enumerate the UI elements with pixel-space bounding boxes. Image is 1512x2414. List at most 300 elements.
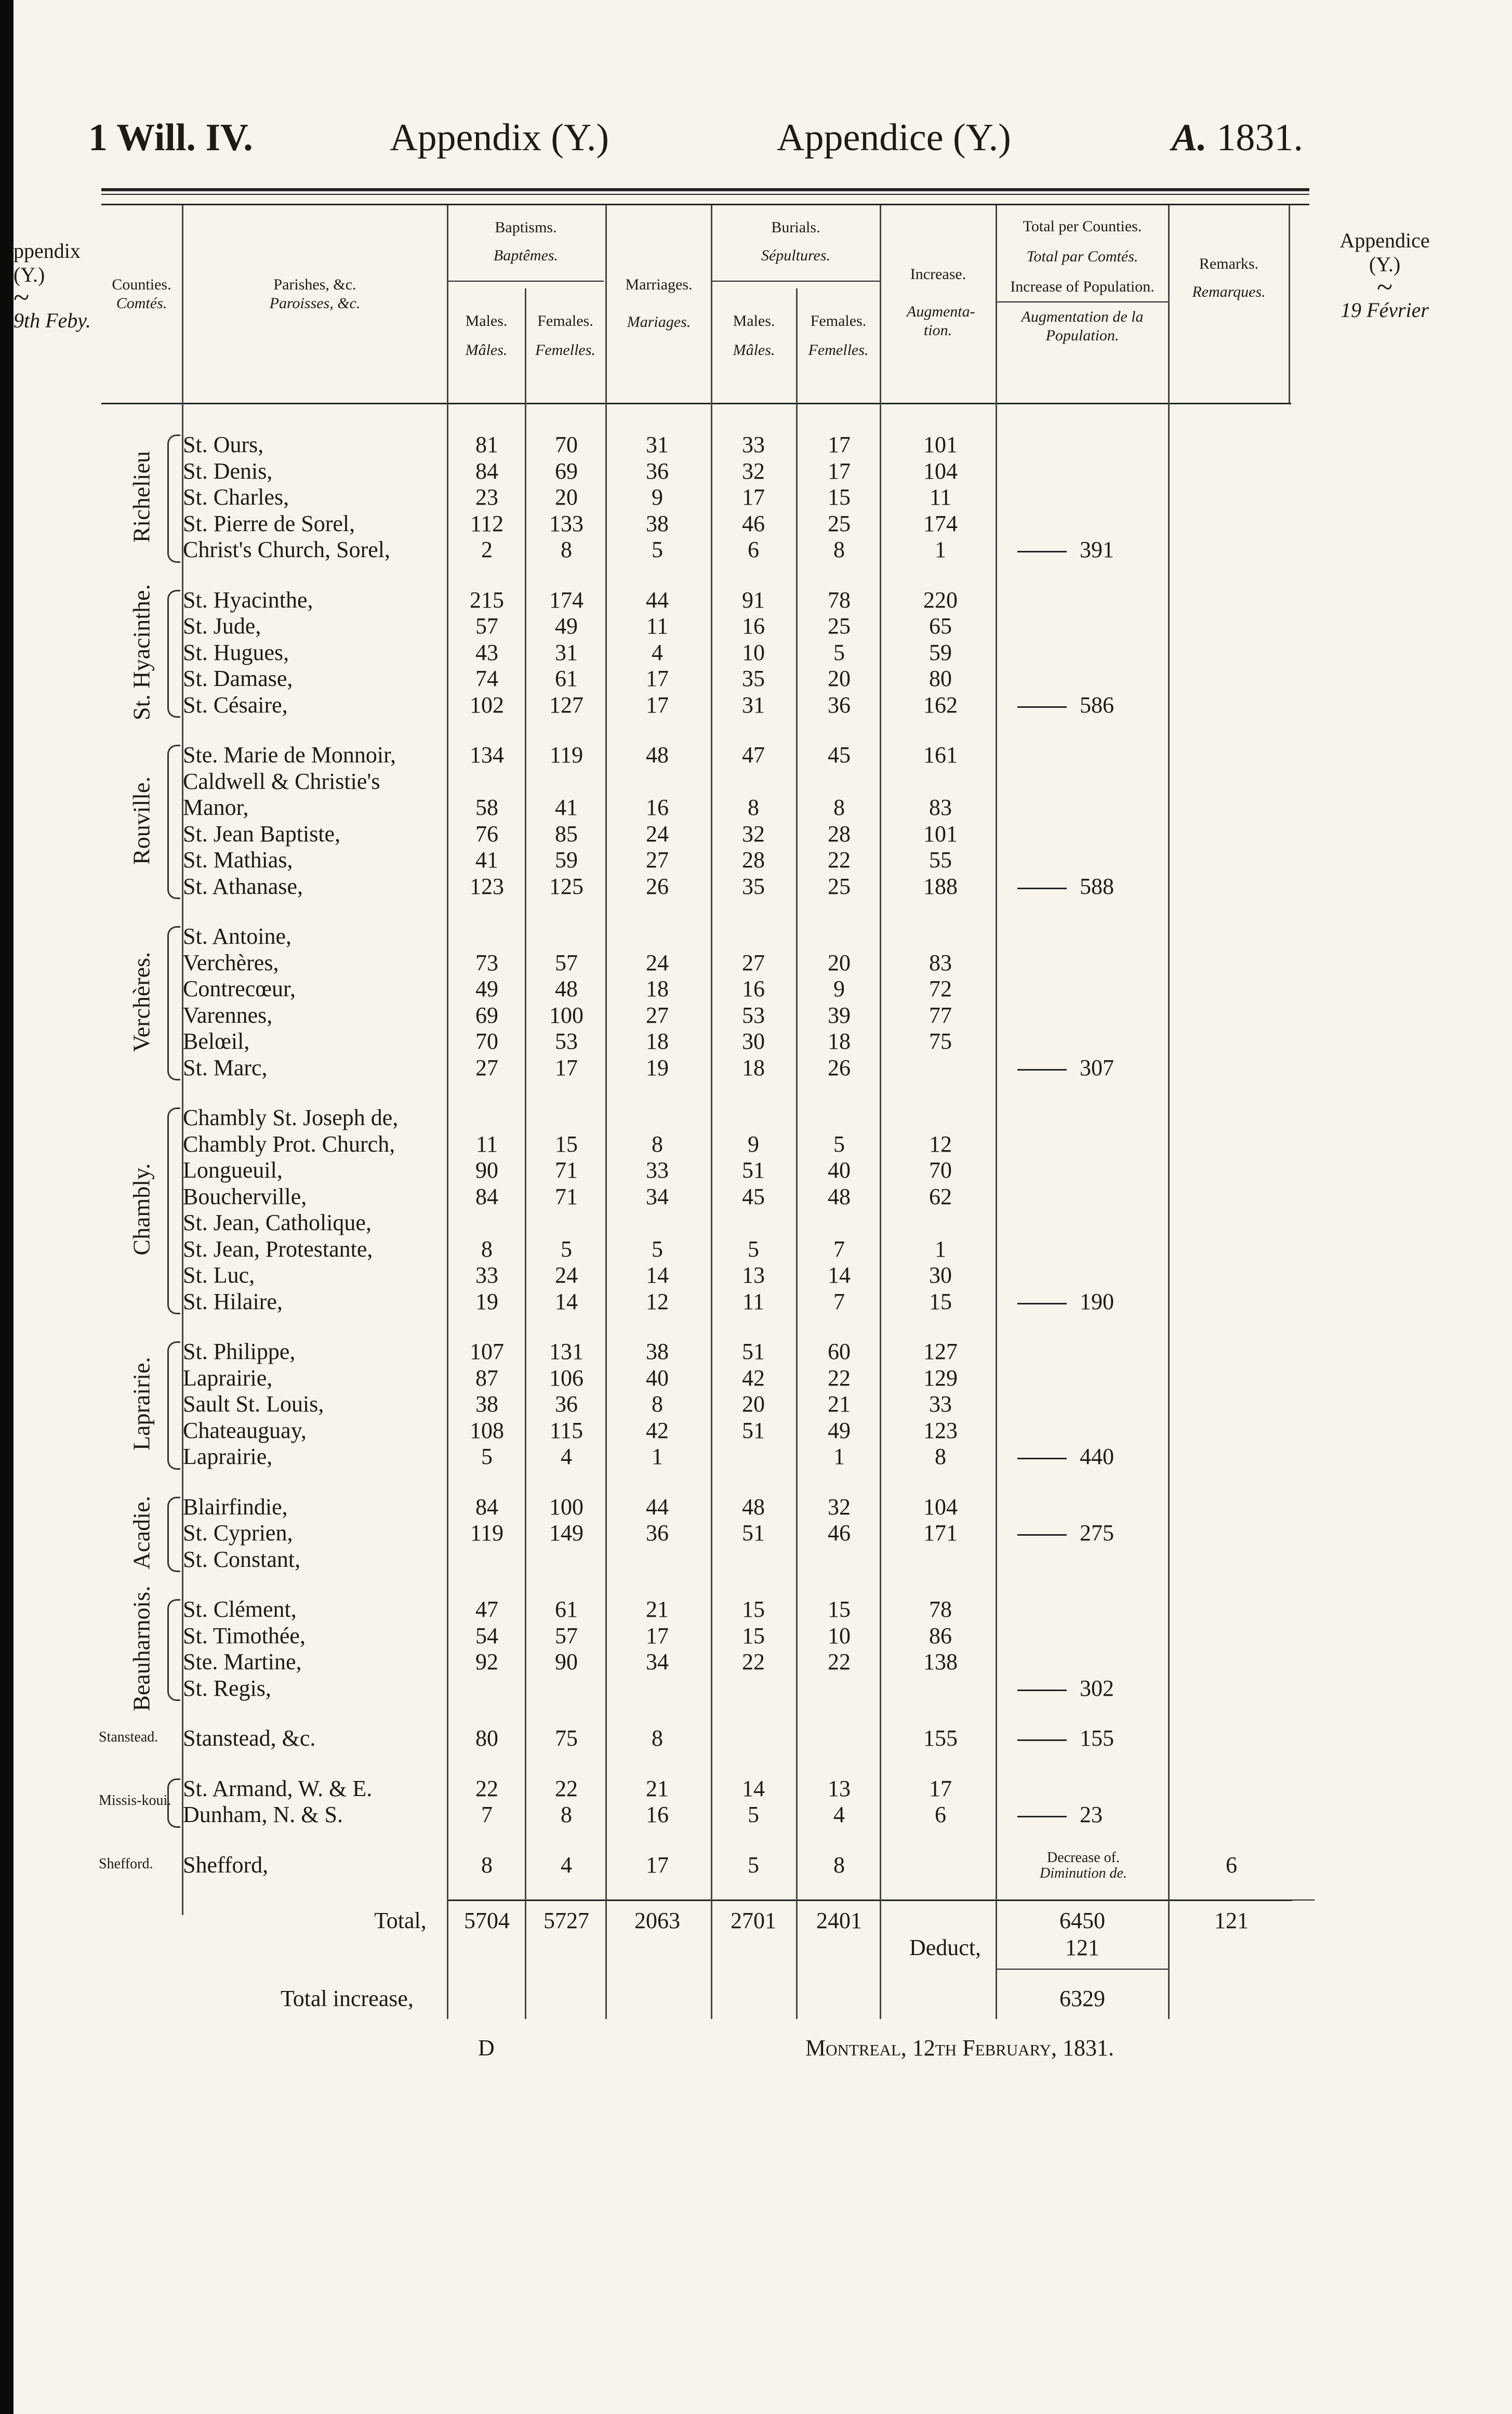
table-row bbox=[0, 1391, 1512, 1418]
decrease-fr: Diminution de. bbox=[1040, 1865, 1127, 1881]
table-row bbox=[0, 821, 1512, 848]
baptisms-females-cell: 100 bbox=[549, 1002, 583, 1028]
parish-name: St. Jean Baptiste, bbox=[183, 821, 341, 847]
burials-females-cell: 49 bbox=[828, 1417, 851, 1443]
county-total-cell bbox=[997, 536, 1189, 563]
burials-males-cell: 35 bbox=[742, 873, 765, 899]
header-increase bbox=[881, 265, 996, 340]
decrease-note bbox=[1018, 1850, 1148, 1881]
increase-cell: 104 bbox=[923, 458, 958, 484]
burials-females-cell: 7 bbox=[833, 1236, 845, 1262]
increase-cell: 83 bbox=[929, 795, 952, 820]
burials-males-cell: 51 bbox=[742, 1520, 765, 1546]
burials-females-cell: 60 bbox=[828, 1339, 851, 1364]
baptisms-males-cell: 8 bbox=[481, 1236, 493, 1262]
totals-label: Total, bbox=[374, 1908, 427, 1933]
county-label-box bbox=[110, 431, 173, 563]
flourish-icon: ~ bbox=[14, 282, 30, 314]
parish-name: Laprairie, bbox=[183, 1365, 273, 1391]
burials-females-cell: 45 bbox=[828, 742, 851, 768]
table-row bbox=[0, 536, 1512, 563]
table-row bbox=[0, 1131, 1512, 1158]
total-increase-value: 6329 bbox=[1059, 1986, 1105, 2011]
baptisms-males-cell: 134 bbox=[470, 742, 504, 768]
increase-cell: 127 bbox=[923, 1339, 958, 1364]
leader-dash bbox=[1017, 1303, 1067, 1304]
baptisms-males-cell: 74 bbox=[475, 666, 498, 691]
baptisms-males-cell: 43 bbox=[475, 639, 498, 665]
running-head-center-en: Appendix (Y.) bbox=[390, 116, 609, 159]
increase-cell: 59 bbox=[929, 639, 952, 665]
marriages-cell: 34 bbox=[646, 1183, 669, 1209]
baptisms-females-cell: 4 bbox=[561, 1852, 572, 1878]
burials-females-cell: 4 bbox=[833, 1802, 845, 1827]
marriages-cell: 27 bbox=[646, 1002, 669, 1028]
deduct-row bbox=[0, 1934, 1512, 1961]
baptisms-females-cell: 57 bbox=[555, 949, 578, 975]
leader-dash bbox=[1017, 1069, 1067, 1071]
table-top-rule bbox=[101, 188, 1309, 191]
marriages-cell: 9 bbox=[652, 484, 663, 510]
burials-females-cell: 13 bbox=[828, 1775, 851, 1801]
burials-females-cell: 25 bbox=[828, 873, 851, 899]
header-counties bbox=[101, 275, 182, 313]
burials-males-cell: 51 bbox=[742, 1417, 765, 1443]
burials-males-cell: 91 bbox=[742, 587, 765, 613]
county-total-value: 440 bbox=[1080, 1444, 1114, 1469]
increase-cell: 80 bbox=[929, 666, 952, 691]
burials-males-cell: 32 bbox=[742, 458, 765, 484]
marriages-cell: 8 bbox=[652, 1391, 663, 1417]
increase-cell: 171 bbox=[923, 1520, 958, 1546]
county-total-value: 190 bbox=[1080, 1288, 1114, 1314]
marriages-cell: 24 bbox=[646, 949, 669, 975]
burials-females-cell: 17 bbox=[828, 432, 851, 457]
header-parishes-en: Parishes, &c. bbox=[273, 276, 356, 293]
table-row bbox=[0, 1725, 1512, 1752]
header-counties-en: Counties. bbox=[112, 276, 171, 293]
header-increase-en: Increase. bbox=[910, 266, 966, 283]
table-row bbox=[0, 1801, 1512, 1828]
marriages-cell: 38 bbox=[646, 510, 669, 536]
table-row bbox=[0, 1236, 1512, 1263]
table-row bbox=[0, 1002, 1512, 1029]
baptisms-females-cell: 14 bbox=[555, 1288, 578, 1314]
margin-right-line1: Appendice bbox=[1339, 229, 1430, 252]
baptisms-females-cell: 53 bbox=[555, 1028, 578, 1054]
burials-males-cell: 35 bbox=[742, 666, 765, 691]
burials-males-cell: 15 bbox=[742, 1597, 765, 1622]
table-row bbox=[0, 742, 1512, 769]
parish-name: St. Charles, bbox=[183, 484, 289, 510]
burials-males-cell: 48 bbox=[742, 1494, 765, 1520]
leader-dash bbox=[1017, 551, 1067, 552]
running-head-letter: A. bbox=[1172, 116, 1207, 159]
marriages-cell: 11 bbox=[646, 613, 669, 639]
increase-cell: 188 bbox=[923, 873, 958, 899]
margin-note-right bbox=[1320, 229, 1450, 322]
marriages-cell: 33 bbox=[646, 1157, 669, 1183]
baptisms-females-cell: 48 bbox=[555, 976, 578, 1001]
burials-females-cell: 9 bbox=[833, 976, 845, 1001]
header-remarks bbox=[1169, 255, 1289, 301]
marriages-cell: 48 bbox=[646, 742, 669, 768]
baptisms-males-cell: 49 bbox=[475, 976, 498, 1001]
county-total-value: 302 bbox=[1080, 1675, 1114, 1701]
baptisms-males-cell: 87 bbox=[475, 1365, 498, 1391]
parish-name: St. Jude, bbox=[183, 613, 261, 639]
table-row bbox=[0, 431, 1512, 458]
baptisms-females-cell: 61 bbox=[555, 666, 578, 691]
table-row bbox=[0, 1028, 1512, 1055]
burials-males-cell: 30 bbox=[742, 1028, 765, 1054]
parish-name: Laprairie, bbox=[183, 1444, 273, 1469]
leader-dash bbox=[1017, 1458, 1067, 1459]
county-label-box bbox=[110, 1338, 173, 1470]
burials-males-cell: 6 bbox=[748, 537, 759, 562]
increase-cell: 138 bbox=[923, 1649, 958, 1674]
baptisms-males-cell: 69 bbox=[475, 1002, 498, 1028]
baptisms-females-cell: 41 bbox=[555, 795, 578, 820]
increase-cell: 77 bbox=[929, 1002, 952, 1028]
baptisms-males-cell: 84 bbox=[475, 458, 498, 484]
table-row bbox=[0, 794, 1512, 821]
parish-name: St. Luc, bbox=[183, 1262, 255, 1288]
table-row bbox=[0, 510, 1512, 537]
baptisms-females-cell: 131 bbox=[549, 1339, 583, 1364]
header-bottom-rule bbox=[101, 403, 1291, 404]
burials-females-cell: 5 bbox=[833, 639, 845, 665]
header-burials-males-en: Males. bbox=[733, 312, 775, 329]
county-total-value: 155 bbox=[1080, 1725, 1114, 1751]
burials-males-cell: 47 bbox=[742, 742, 765, 768]
burials-females-cell: 17 bbox=[828, 458, 851, 484]
county-label: Acadie. bbox=[128, 1496, 155, 1570]
burials-females-cell: 22 bbox=[828, 1649, 851, 1674]
table-row bbox=[0, 692, 1512, 719]
baptisms-males-cell: 76 bbox=[475, 821, 498, 847]
increase-cell: 162 bbox=[923, 692, 958, 718]
county-label-box bbox=[110, 584, 173, 720]
burials-females-cell: 1 bbox=[833, 1444, 845, 1469]
baptisms-females-cell: 31 bbox=[555, 639, 578, 665]
burials-females-cell: 39 bbox=[828, 1002, 851, 1028]
marriages-cell: 17 bbox=[646, 1622, 669, 1648]
parish-name: St. Hilaire, bbox=[183, 1288, 283, 1314]
parish-name: Chambly St. Joseph de, bbox=[183, 1105, 399, 1130]
parish-name: St. Timothée, bbox=[183, 1622, 306, 1648]
baptisms-females-cell: 36 bbox=[555, 1391, 578, 1417]
table-row bbox=[0, 1622, 1512, 1650]
deduct-rule bbox=[997, 1969, 1168, 1970]
baptisms-males-cell: 33 bbox=[475, 1262, 498, 1288]
burials-males-cell: 17 bbox=[742, 484, 765, 510]
increase-cell: 104 bbox=[923, 1494, 958, 1520]
baptisms-males-cell: 19 bbox=[475, 1288, 498, 1314]
increase-cell: 161 bbox=[923, 742, 958, 768]
header-burials-males bbox=[712, 312, 796, 360]
increase-cell: 8 bbox=[935, 1444, 946, 1469]
marriages-cell: 17 bbox=[646, 666, 669, 691]
baptisms-males-cell: 108 bbox=[470, 1417, 504, 1443]
marriages-cell: 8 bbox=[652, 1725, 663, 1751]
running-head-left: 1 Will. IV. bbox=[88, 116, 253, 159]
county-label: Chambly. bbox=[128, 1163, 155, 1256]
increase-cell: 12 bbox=[929, 1131, 952, 1157]
header-parishes-fr: Paroisses, &c. bbox=[269, 295, 361, 312]
parish-name: Verchères, bbox=[183, 949, 279, 975]
baptisms-males-cell: 107 bbox=[470, 1339, 504, 1364]
marriages-cell: 38 bbox=[646, 1339, 669, 1364]
parish-name: St. Hyacinthe, bbox=[183, 587, 313, 613]
parish-name: St. Antoine, bbox=[183, 924, 292, 949]
increase-cell: 155 bbox=[923, 1725, 958, 1751]
burials-females-cell: 26 bbox=[828, 1054, 851, 1080]
increase-cell: 62 bbox=[929, 1183, 952, 1209]
burials-females-cell: 7 bbox=[833, 1288, 845, 1314]
parish-name: Longueuil, bbox=[183, 1157, 283, 1183]
baptisms-females-cell: 125 bbox=[549, 873, 583, 899]
running-head-center-fr: Appendice (Y.) bbox=[777, 116, 1011, 159]
increase-cell: 86 bbox=[929, 1622, 952, 1648]
burials-females-cell: 46 bbox=[828, 1520, 851, 1546]
margin-left-line3: 9th Feby. bbox=[14, 309, 91, 332]
burials-females-cell: 15 bbox=[828, 1597, 851, 1622]
header-baptisms-en: Baptisms. bbox=[495, 219, 557, 236]
totals-baptisms-males: 5704 bbox=[464, 1908, 510, 1933]
header-females-fr: Femelles. bbox=[535, 341, 595, 359]
county-brace bbox=[167, 1341, 180, 1470]
parish-name: St. Jean, Protestante, bbox=[183, 1236, 373, 1262]
baptisms-males-cell: 102 bbox=[470, 692, 504, 718]
baptisms-males-cell: 84 bbox=[475, 1494, 498, 1520]
table-row bbox=[0, 458, 1512, 485]
county-total-value: 275 bbox=[1080, 1520, 1114, 1546]
burials-females-cell: 21 bbox=[828, 1391, 851, 1417]
header-males-en: Males. bbox=[465, 312, 508, 329]
county-label-box bbox=[110, 1494, 173, 1573]
parish-name: St. Marc, bbox=[183, 1054, 268, 1080]
burials-females-cell: 8 bbox=[833, 795, 845, 820]
marriages-cell: 14 bbox=[646, 1262, 669, 1288]
burials-females-cell: 28 bbox=[828, 821, 851, 847]
marriages-cell: 36 bbox=[646, 458, 669, 484]
marriages-cell: 27 bbox=[646, 847, 669, 873]
burials-males-cell: 53 bbox=[742, 1002, 765, 1028]
header-baptisms-females bbox=[526, 312, 605, 360]
totals-burials-males: 2701 bbox=[731, 1908, 776, 1933]
marriages-cell: 44 bbox=[646, 1494, 669, 1520]
marriages-cell: 16 bbox=[646, 1802, 669, 1827]
increase-cell: 55 bbox=[929, 847, 952, 873]
increase-cell: 15 bbox=[929, 1288, 952, 1314]
running-head-right bbox=[1172, 117, 1303, 159]
marriages-cell: 16 bbox=[646, 795, 669, 820]
increase-cell: 11 bbox=[929, 484, 952, 510]
marriages-cell: 19 bbox=[646, 1054, 669, 1080]
parish-name: St. Philippe, bbox=[183, 1339, 296, 1364]
burials-females-cell: 32 bbox=[828, 1494, 851, 1520]
baptisms-females-cell: 59 bbox=[555, 847, 578, 873]
table-row bbox=[0, 1183, 1512, 1210]
parish-name: Stanstead, &c. bbox=[183, 1725, 316, 1751]
parish-name: Ste. Martine, bbox=[183, 1649, 302, 1674]
header-burials-females-fr: Femelles. bbox=[808, 341, 869, 359]
county-brace bbox=[167, 745, 180, 899]
marriages-cell: 36 bbox=[646, 1520, 669, 1546]
burials-males-cell: 16 bbox=[742, 976, 765, 1001]
remarks-rule bbox=[1169, 1899, 1315, 1901]
county-label-box bbox=[110, 1104, 173, 1314]
baptisms-females-cell: 4 bbox=[561, 1444, 572, 1469]
margin-right-line3: 19 Février bbox=[1341, 298, 1429, 322]
burials-females-cell: 25 bbox=[828, 613, 851, 639]
header-counties-fr: Comtés. bbox=[116, 295, 167, 312]
marriages-cell: 17 bbox=[646, 1852, 669, 1878]
column-rule bbox=[1289, 205, 1290, 403]
table-row bbox=[0, 847, 1512, 874]
baptisms-males-cell: 90 bbox=[475, 1157, 498, 1183]
parish-name: Shefford, bbox=[183, 1852, 269, 1878]
parish-name: St. Pierre de Sorel, bbox=[183, 510, 355, 536]
baptisms-females-cell: 61 bbox=[555, 1597, 578, 1622]
header-burials-fr: Sépultures. bbox=[761, 247, 831, 264]
baptisms-females-cell: 115 bbox=[549, 1417, 583, 1443]
header-burials-en: Burials. bbox=[771, 219, 820, 236]
burials-females-cell: 22 bbox=[828, 847, 851, 873]
parish-name: St. Césaire, bbox=[183, 692, 288, 718]
parish-name: St. Athanase, bbox=[183, 873, 303, 899]
burials-males-cell: 22 bbox=[742, 1649, 765, 1674]
baptisms-females-cell: 133 bbox=[549, 510, 583, 536]
marriages-cell: 34 bbox=[646, 1649, 669, 1674]
header-total-en1: Total per Counties. bbox=[1023, 218, 1142, 235]
county-brace bbox=[167, 434, 180, 563]
totals-rule bbox=[448, 1899, 1292, 1901]
county-label: St. Hyacinthe. bbox=[128, 584, 155, 720]
baptisms-males-cell: 27 bbox=[475, 1054, 498, 1080]
increase-cell: 83 bbox=[929, 949, 952, 975]
running-head-year: 1831. bbox=[1216, 116, 1303, 159]
county-label: Rouville. bbox=[128, 776, 155, 865]
burials-females-cell: 8 bbox=[833, 537, 845, 562]
baptisms-females-cell: 119 bbox=[549, 742, 583, 768]
burials-females-cell: 36 bbox=[828, 692, 851, 718]
table-row bbox=[0, 923, 1512, 950]
header-burials-females-en: Females. bbox=[810, 312, 867, 329]
leader-dash bbox=[1017, 1816, 1067, 1817]
table-row bbox=[0, 665, 1512, 692]
header-remarks-fr: Remarques. bbox=[1192, 283, 1266, 300]
burials-males-cell: 32 bbox=[742, 821, 765, 847]
burials-females-cell: 18 bbox=[828, 1028, 851, 1054]
burials-females-cell: 78 bbox=[828, 587, 851, 613]
baptisms-females-cell: 90 bbox=[555, 1649, 578, 1674]
burials-males-cell: 51 bbox=[742, 1339, 765, 1364]
table-row bbox=[0, 1338, 1512, 1365]
burials-females-cell: 48 bbox=[828, 1183, 851, 1209]
header-burials-males-fr: Mâles. bbox=[733, 341, 775, 359]
marriages-cell: 44 bbox=[646, 587, 669, 613]
county-total-cell bbox=[997, 1675, 1189, 1702]
burials-females-cell: 20 bbox=[828, 666, 851, 691]
burials-males-cell: 5 bbox=[748, 1852, 759, 1878]
burials-males-cell: 27 bbox=[742, 949, 765, 975]
burials-females-cell: 8 bbox=[833, 1852, 845, 1878]
parish-name: Chateauguay, bbox=[183, 1417, 307, 1443]
decrease-en: Decrease of. bbox=[1047, 1850, 1120, 1866]
parish-name: Manor, bbox=[183, 795, 249, 820]
baptisms-females-cell: 71 bbox=[555, 1183, 578, 1209]
table-row bbox=[0, 768, 1512, 795]
table-row bbox=[0, 873, 1512, 900]
county-brace bbox=[167, 1778, 180, 1828]
increase-cell: 72 bbox=[929, 976, 952, 1001]
county-total-value: 586 bbox=[1080, 692, 1114, 718]
marriages-cell: 21 bbox=[646, 1597, 669, 1622]
increase-cell: 101 bbox=[923, 432, 958, 457]
margin-right-line2: (Y.) bbox=[1369, 253, 1401, 276]
baptisms-males-cell: 81 bbox=[475, 432, 498, 457]
county-label-box bbox=[110, 1586, 173, 1711]
leader-dash bbox=[1017, 706, 1067, 708]
parish-name: St. Ours, bbox=[183, 432, 264, 457]
county-total-cell bbox=[997, 692, 1189, 719]
leader-dash bbox=[1017, 888, 1067, 889]
baptisms-males-cell: 70 bbox=[475, 1028, 498, 1054]
county-label: Beauharnois. bbox=[128, 1586, 155, 1711]
county-label: Shefford. bbox=[99, 1855, 153, 1872]
burials-males-cell: 5 bbox=[748, 1236, 759, 1262]
burials-males-cell: 51 bbox=[742, 1157, 765, 1183]
burials-males-cell: 42 bbox=[742, 1365, 765, 1391]
increase-cell: 33 bbox=[929, 1391, 952, 1417]
baptisms-males-cell: 54 bbox=[475, 1622, 498, 1648]
table-row bbox=[0, 1104, 1512, 1131]
baptisms-females-cell: 17 bbox=[555, 1054, 578, 1080]
increase-cell: 6 bbox=[935, 1802, 946, 1827]
county-brace bbox=[167, 1497, 180, 1573]
county-total-value: 588 bbox=[1080, 873, 1114, 899]
parish-name: Chambly Prot. Church, bbox=[183, 1131, 395, 1157]
baptisms-males-cell: 23 bbox=[475, 484, 498, 510]
baptisms-females-cell: 106 bbox=[549, 1365, 583, 1391]
table-row bbox=[0, 1675, 1512, 1702]
margin-note-left bbox=[14, 239, 91, 333]
parish-name: Varennes, bbox=[183, 1002, 273, 1028]
header-baptisms bbox=[448, 218, 604, 265]
marriages-cell: 31 bbox=[646, 432, 669, 457]
parish-name: St. Mathias, bbox=[183, 847, 293, 873]
burials-females-cell: 22 bbox=[828, 1365, 851, 1391]
county-total-cell bbox=[997, 1288, 1189, 1315]
header-marriages-en: Marriages. bbox=[625, 276, 693, 293]
burials-males-cell: 28 bbox=[742, 847, 765, 873]
baptisms-females-cell: 24 bbox=[555, 1262, 578, 1288]
burials-subrule bbox=[712, 281, 881, 282]
total-increase-label: Total increase, bbox=[281, 1986, 414, 2011]
increase-cell: 174 bbox=[923, 510, 958, 536]
table-row bbox=[0, 613, 1512, 640]
baptisms-males-cell: 84 bbox=[475, 1183, 498, 1209]
burials-males-cell: 31 bbox=[742, 692, 765, 718]
baptisms-females-cell: 8 bbox=[561, 1802, 572, 1827]
increase-cell: 78 bbox=[929, 1597, 952, 1622]
burials-males-cell: 18 bbox=[742, 1054, 765, 1080]
totals-burials-females: 2401 bbox=[816, 1908, 862, 1933]
header-baptisms-males bbox=[448, 312, 525, 360]
table-top-rule-2 bbox=[101, 204, 1309, 205]
